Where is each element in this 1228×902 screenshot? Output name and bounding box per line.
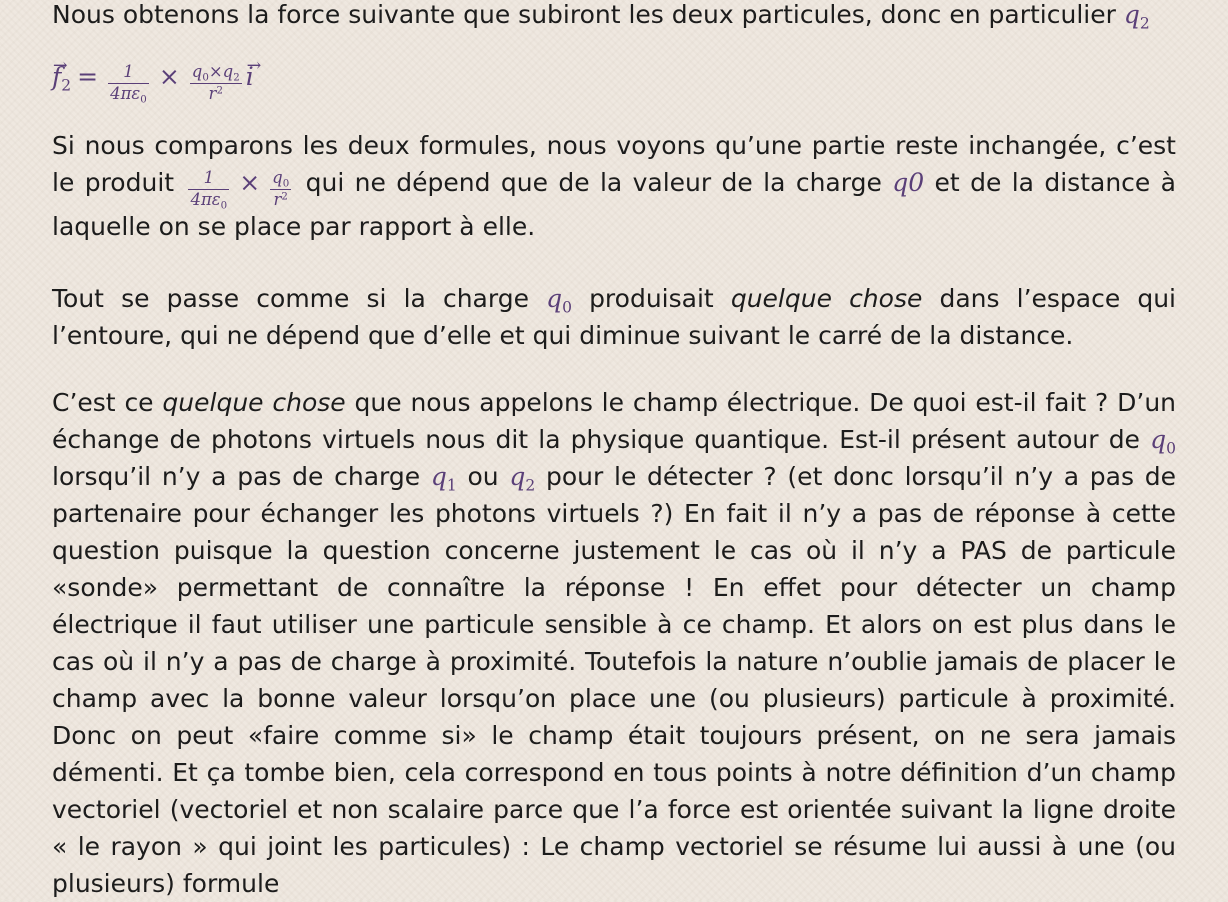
paragraph-electric-field: C’est ce quelque chose que nous appelons le champ électrique. De quoi est-il fait ? D’un échange de photons virtuels nous dit la physique quantique. Est-il présent autour de $q_0$ lorsqu’il n’y a pas de charge $q_1$ ou $q_2$ pour le détecter ? (et donc lorsqu’il n’y a pas de partenaire pour échanger les photons virtuels ?) En fait il n’y a pas de réponse à cette question puisque la question concerne justement le cas où il n’y a PAS de particule «sonde» permettant de connaître la réponse ! En effet pour détecter un champ électrique il faut utiliser une particule sensible à ce champ. Et alors on est plus dans le cas où il n’y a pas de charge à proximité. Toutefois la nature n’oublie jamais de placer le champ avec la bonne valeur lorsqu’on place une (ou plusieurs) particule à proximité. Donc on peut «faire comme si» le champ était toujours présent, on ne sera jamais démenti. Et ça tombe bien, cela correspond en tous points à notre définition d’un champ vectoriel (vectoriel et non scalaire parce que l’a force est orientée suivant la ligne droite « le rayon » qui joint les particules) : Le champ vectoriel se résume lui aussi à une (ou plusieurs) formule bbox=[52, 388, 1177, 898]
math-product: $\frac{1}{4\pi\varepsilon_0}$ × $\frac{q_0}{r^2}$ bbox=[190, 168, 290, 212]
paragraph-something: Tout se passe comme si la charge $q_0$ produisait quelque chose dans l’espace qui l’entoure, qui ne dépend que d’elle et qui diminue suivant le carré de la distance. bbox=[52, 284, 1176, 350]
math-q2: $q_2$ bbox=[1123, 0, 1150, 33]
paragraph-comparison: Si nous comparons les deux formules, nous voyons qu’une partie reste inchangée, c’est le produit $\frac{1}{4\pi\varepsilon_0}$ × $\frac{q_0}{r^2}$ qui ne dépend que de la valeur de la charge q0 et de la distance à laquelle on se place par rapport à elle. bbox=[52, 131, 1177, 242]
math-q1: $q_1$ bbox=[430, 462, 457, 495]
formula-f2: → $f_2$ = $\frac{1}{4\pi\varepsilon_0}$ × $\frac{q_0\times q_2}{r^2}$ → i bbox=[52, 62, 254, 91]
math-q0-b: $q_0$ bbox=[1150, 425, 1177, 458]
force-formula bbox=[52, 58, 1176, 106]
intro-text: Nous obtenons la force suivante que subiront les deux particules, donc en particulier bbox=[52, 0, 1116, 29]
emphasis-quelque-chose-2: quelque chose bbox=[162, 388, 346, 417]
math-q2-b: $q_2$ bbox=[509, 462, 536, 495]
fraction-coulomb-constant: $\frac{1}{4\pi\varepsilon_0}$ bbox=[110, 62, 147, 106]
emphasis-quelque-chose: quelque chose bbox=[730, 284, 923, 313]
math-q0-inline: q0 bbox=[892, 168, 925, 197]
fraction-charges-over-r2: $\frac{q_0\times q_2}{r^2}$ bbox=[191, 62, 240, 103]
math-q0: $q_0$ bbox=[546, 284, 572, 317]
paragraph-intro bbox=[52, 0, 1176, 33]
